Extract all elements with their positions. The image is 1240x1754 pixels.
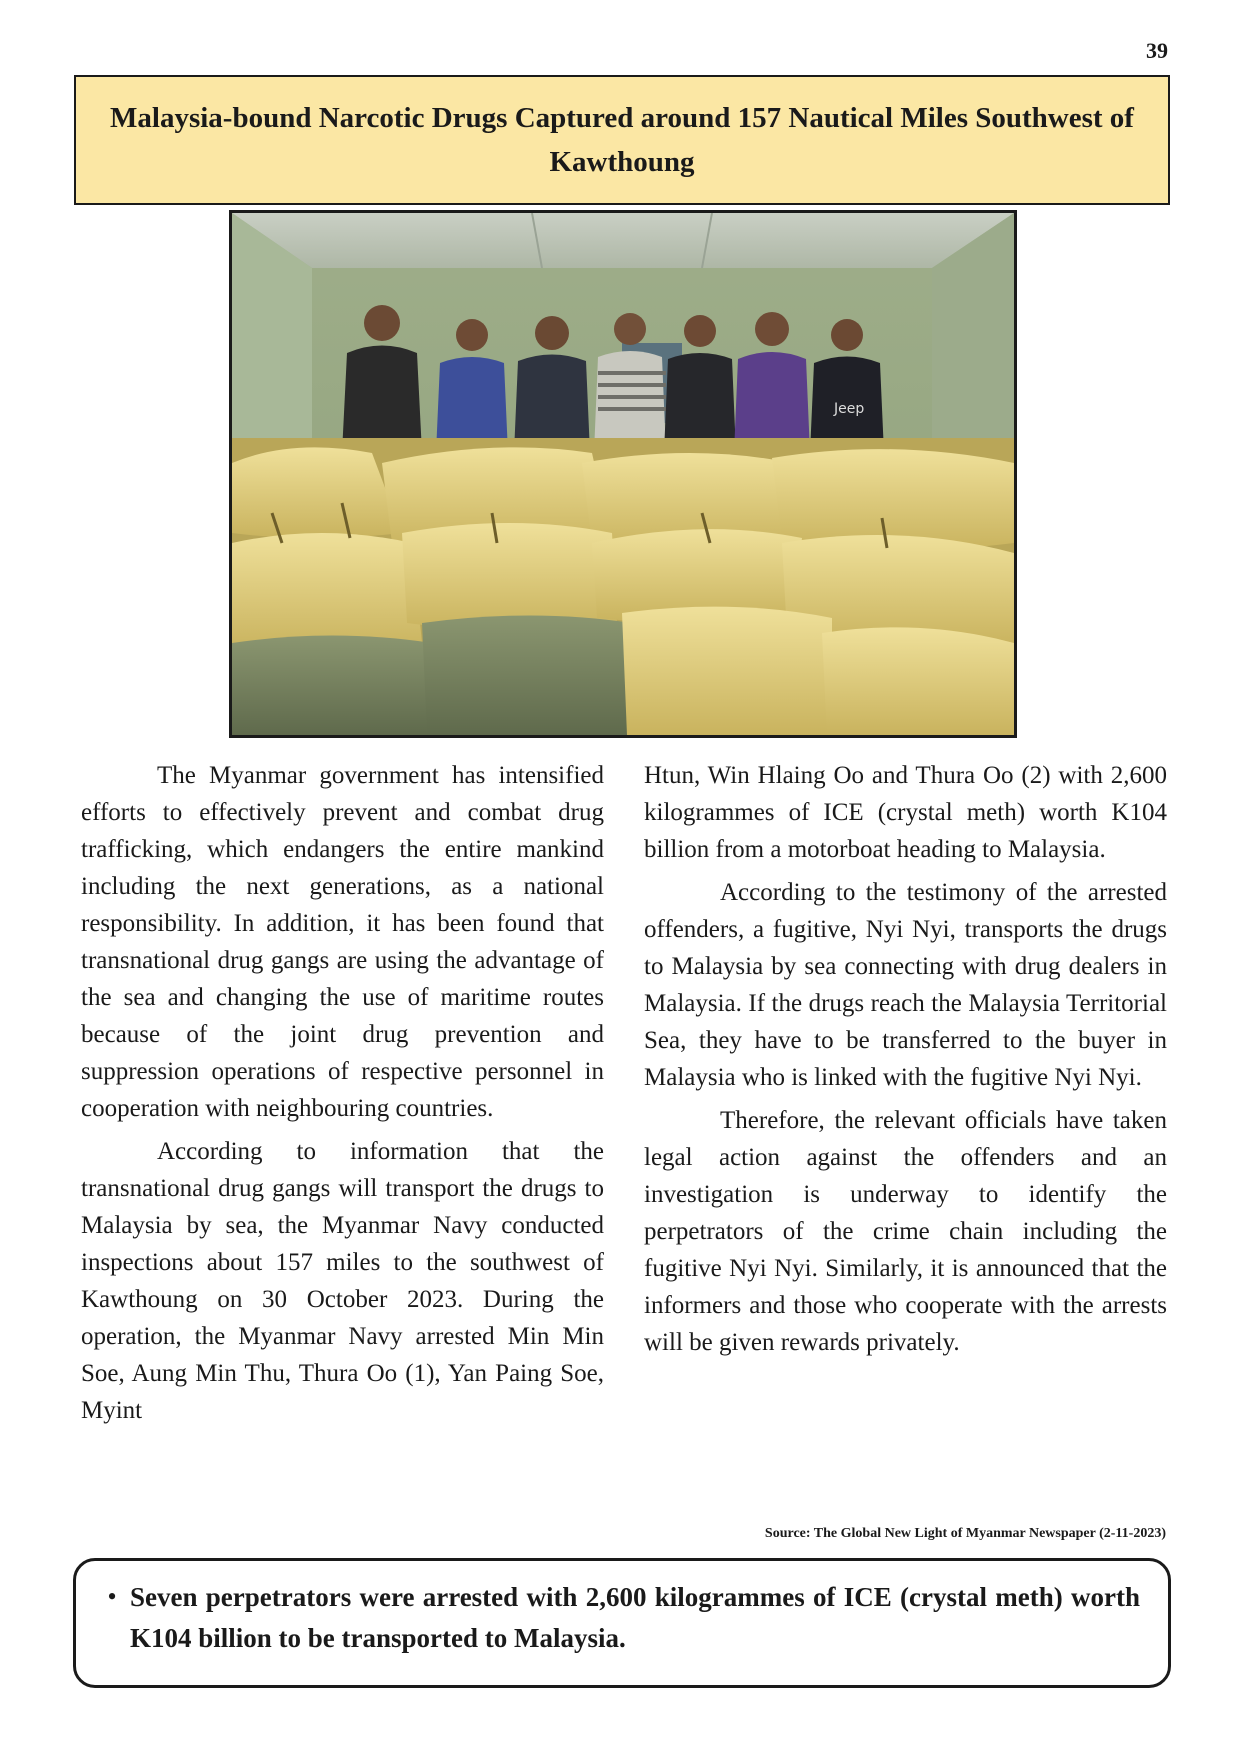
right-column bbox=[644, 757, 1167, 1367]
summary-text: Seven perpetrators were arrested with 2,600 kilogrammes of ICE (crystal meth) worth K104 billion to be transported to Malaysia. bbox=[130, 1582, 1140, 1653]
bullet-icon: • bbox=[107, 1582, 117, 1611]
drug-sacks bbox=[232, 438, 1014, 735]
article-photo bbox=[229, 210, 1017, 738]
paragraph-3: According to the testimony of the arrested offenders, a fugitive, Nyi Nyi, transports the drugs to Malaysia by sea connecting with drug dealers in Malaysia. If the drugs reach the Malaysia Territorial Sea, they have to be transferred to the buyer in Malaysia who is linked with the fugitive Nyi Nyi. bbox=[644, 879, 1167, 1091]
page-number: 39 bbox=[1146, 38, 1168, 63]
left-column bbox=[81, 757, 604, 1435]
paragraph-2-continued: Htun, Win Hlaing Oo and Thura Oo (2) with 2,600 kilogrammes of ICE (crystal meth) worth K104 billion from a motorboat heading to Malaysia. bbox=[644, 762, 1167, 863]
shirt-text: Jeep bbox=[834, 401, 865, 417]
source-credit: Source: The Global New Light of Myanmar Newspaper (2-11-2023) bbox=[764, 1526, 1166, 1541]
article-title: Malaysia-bound Narcotic Drugs Captured around 157 Nautical Miles Southwest of Kawthoung bbox=[110, 102, 1134, 178]
summary-box bbox=[73, 1558, 1171, 1688]
paragraph-1: The Myanmar government has intensified efforts to effectively prevent and combat drug trafficking, which endangers the entire mankind including the next generations, as a national responsibility. In addition, it has been found that transnational drug gangs are using the advantage of the sea and changing the use of maritime routes because of the joint drug prevention and suppression operations of respective personnel in cooperation with neighbouring countries. bbox=[81, 762, 604, 1122]
paragraph-2: According to information that the transnational drug gangs will transport the drugs to Malaysia by sea, the Myanmar Navy conducted inspections about 157 miles to the southwest of Kawthoung on 30 October 2023. During the operation, the Myanmar Navy arrested Min Min Soe, Aung Min Thu, Thura Oo (1), Yan Paing Soe, Myint bbox=[81, 1138, 604, 1424]
title-box bbox=[74, 75, 1170, 205]
photo-illustration bbox=[232, 213, 1014, 735]
paragraph-4: Therefore, the relevant officials have taken legal action against the offenders and an investigation is underway to identify the perpetrators of the crime chain including the fugitive Nyi Nyi. Similarly, it is announced that the informers and those who cooperate with the arrests will be given rewards privately. bbox=[644, 1107, 1167, 1356]
